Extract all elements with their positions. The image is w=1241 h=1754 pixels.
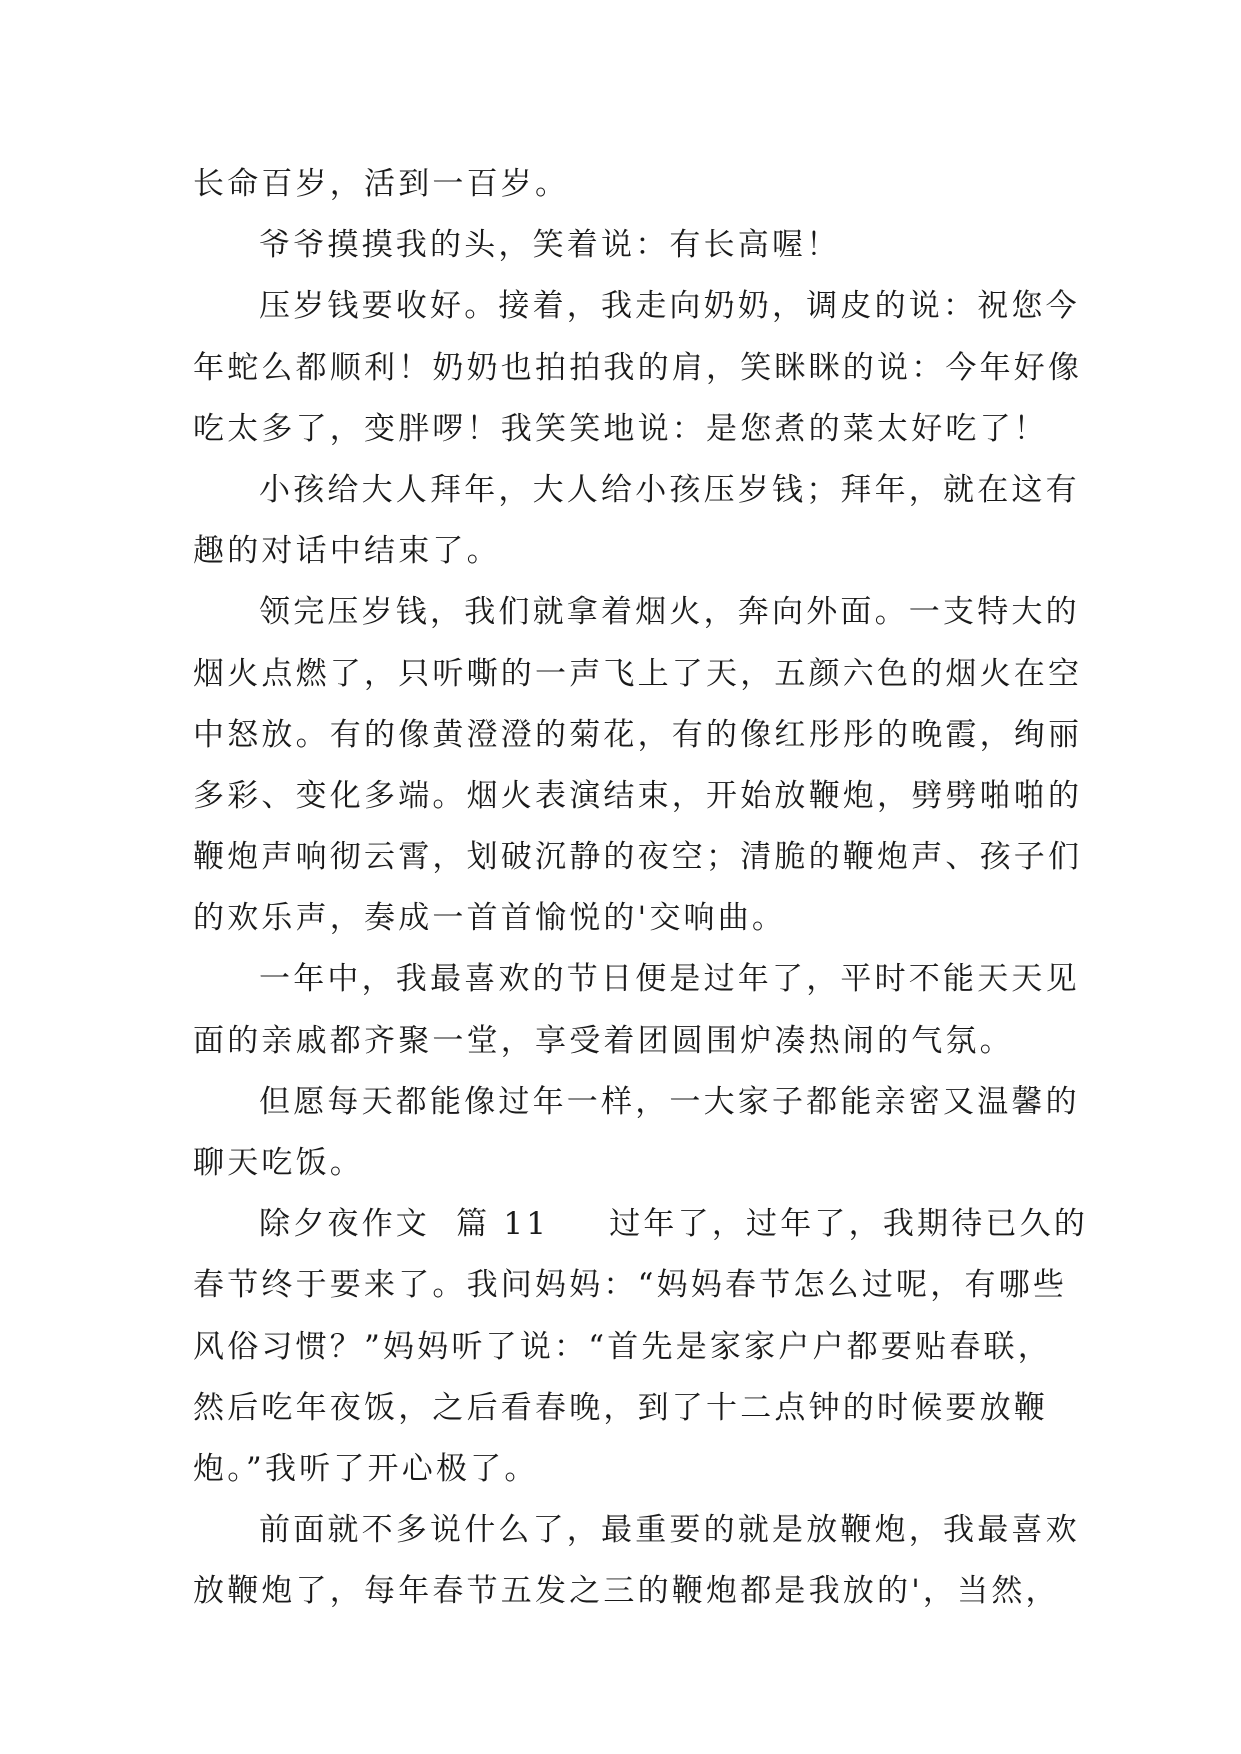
text-line: 面的亲戚都齐聚一堂，享受着团圆围炉凑热闹的气氛。 [193, 1022, 1014, 1059]
text-line: 多彩、变化多端。烟火表演结束，开始放鞭炮，劈劈啪啪的 [193, 777, 1083, 814]
text-line-continuation: 过年了，过年了，我期待已久的 [609, 1206, 1089, 1243]
text-line: 前面就不多说什么了，最重要的就是放鞭炮，我最喜欢 [259, 1512, 1080, 1549]
text-line: 烟火点燃了，只听嘶的一声飞上了天，五颜六色的烟火在空 [193, 655, 1083, 692]
text-line: 一年中，我最喜欢的节日便是过年了，平时不能天天见 [259, 961, 1080, 998]
text-line: 爷爷摸摸我的头，笑着说：有长高喔！ [259, 227, 841, 264]
text-line: 领完压岁钱，我们就拿着烟火，奔向外面。一支特大的 [259, 594, 1080, 631]
text-line: 年蛇么都顺利！奶奶也拍拍我的肩，笑眯眯的说：今年好像 [193, 349, 1083, 386]
section-heading-line [193, 1194, 1089, 1255]
text-line: 风俗习惯？”妈妈听了说：“首先是家家户户都要贴春联， [193, 1328, 1052, 1365]
text-line: 炮。”我听了开心极了。 [193, 1450, 539, 1487]
text-line: 放鞭炮了，每年春节五发之三的鞭炮都是我放的'，当然， [193, 1573, 1060, 1610]
text-line: 春节终于要来了。我问妈妈：“妈妈春节怎么过呢，有哪些 [193, 1267, 1068, 1304]
text-line: 吃太多了，变胖啰！我笑笑地说：是您煮的菜太好吃了！ [193, 410, 1048, 447]
text-line: 然后吃年夜饭，之后看春晚，到了十二点钟的时候要放鞭 [193, 1389, 1048, 1426]
text-line: 趣的对话中结束了。 [193, 533, 501, 570]
text-line: 小孩给大人拜年，大人给小孩压岁钱；拜年，就在这有 [259, 471, 1080, 508]
text-line: 聊天吃饭。 [193, 1145, 364, 1181]
text-line: 中怒放。有的像黄澄澄的菊花，有的像红彤彤的晚霞，绚丽 [193, 716, 1083, 753]
text-line: 压岁钱要收好。接着，我走向奶奶，调皮的说：祝您今 [259, 288, 1080, 325]
text-line: 但愿每天都能像过年一样，一大家子都能亲密又温馨的 [259, 1083, 1080, 1120]
section-heading: 除夕夜作文 篇 11 [259, 1206, 550, 1243]
text-line: 长命百岁，活到一百岁。 [193, 166, 570, 202]
text-line: 鞭炮声响彻云霄，划破沉静的夜空；清脆的鞭炮声、孩子们 [193, 839, 1083, 876]
text-line: 的欢乐声，奏成一首首愉悦的'交响曲。 [193, 900, 787, 937]
essay-text [193, 154, 1089, 1623]
